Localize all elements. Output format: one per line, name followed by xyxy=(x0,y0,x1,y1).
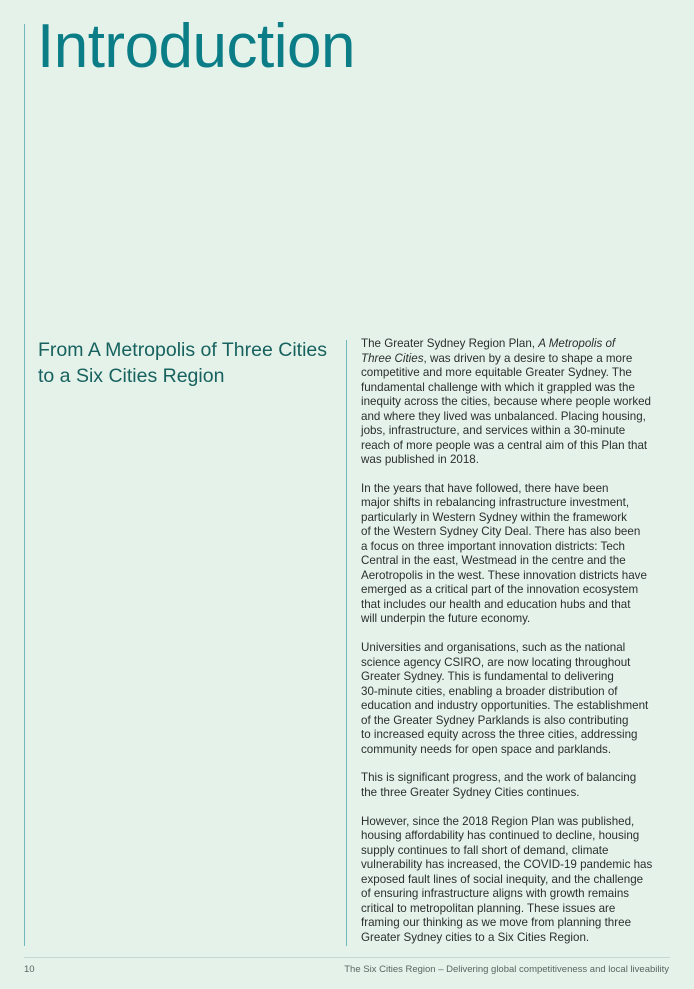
body-paragraph-3: Universities and organisations, such as the national science agency CSIRO, are now locating throughout Greater Sydney. This is fundamental to delivering 30-minute cities, enabling a broader distribution of education and industry opportunities. The establishment of the Greater Sydney Parklands is also contributing to increased equity across the three cities, addressing community needs for open space and parklands. xyxy=(361,641,649,756)
paragraph-1-rest: , was driven by a desire to shape a more competitive and more equitable Greater Sydney. The fundamental challenge with which it grappled was the inequity across the cities, because where people worked and where they lived was unbalanced. Placing housing, jobs, infrastructure, and services within a 30-minute reach of more people was a central aim of this Plan that was published in 2018. xyxy=(361,351,652,466)
footer-rule xyxy=(24,957,670,958)
body-paragraph-4: This is significant progress, and the work of balancing the three Greater Sydney Cities continues. xyxy=(361,771,637,799)
paragraph-1-intro: The Greater Sydney Region Plan, xyxy=(361,337,539,350)
body-column-rule xyxy=(346,340,347,946)
footer-document-title: The Six Cities Region – Delivering global competitiveness and local liveability xyxy=(344,964,669,975)
plan-title-italic: A Metropolis of Three Cities xyxy=(361,337,616,365)
page-title: Introduction xyxy=(37,12,355,81)
body-paragraph-1 xyxy=(361,337,673,468)
left-margin-rule xyxy=(24,24,25,946)
page-number: 10 xyxy=(24,964,35,975)
body-paragraph-2: In the years that have followed, there have been major shifts in rebalancing infrastructure investment, particularly in Western Sydney within the framework of the Western Sydney City Deal. There has also been a focus on three important innovation districts: Tech Central in the east, Westmead in the centre and the Aerotropolis in the west. These innovation districts have emerged as a critical part of the innovation ecosystem that includes our health and education hubs and that will underpin the future economy. xyxy=(361,481,647,626)
body-text xyxy=(361,337,673,959)
body-paragraph-5: However, since the 2018 Region Plan was published, housing affordability has continued to decline, housing supply continues to fall short of demand, climate vulnerability has increased, the COVID-19 pandemic has exposed fault lines of social inequity, and the challenge of ensuring infrastructure aligns with growth remains critical to metropolitan planning. These issues are framing our thinking as we move from planning three Greater Sydney cities to a Six Cities Region. xyxy=(361,814,653,944)
section-heading: From A Metropolis of Three Cities to a Six Cities Region xyxy=(38,339,327,387)
